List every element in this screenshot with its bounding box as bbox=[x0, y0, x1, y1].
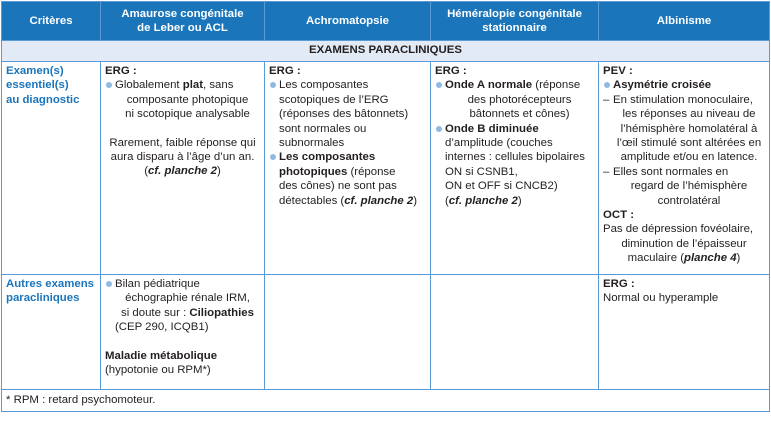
list-item: – Elles sont normales en regard de l’hémisphère controlatéral bbox=[603, 165, 748, 207]
cell-albinisme-autres: ERG : Normal ou hyperample bbox=[599, 275, 770, 390]
row-header-autres-examens: Autres examens paracliniques bbox=[2, 275, 101, 390]
table-row bbox=[2, 275, 770, 390]
bullet-icon bbox=[436, 126, 442, 132]
cell-hcs-autres bbox=[431, 275, 599, 390]
bullet-icon bbox=[604, 82, 610, 88]
bullet-icon bbox=[436, 82, 442, 88]
list-item: Les composantes photopiques (réponse des cônes) ne sont pas détectables (cf. planche 2) bbox=[269, 150, 426, 208]
cell-albinisme-pev: PEV : Asymétrie croisée – En stimulation monoculaire, les réponses au niveau de l’hémisphère homolatéral à l’œil stimulé sont altérées en amplitude et/ou en latence. – Elles sont normales en regard de l’hémisphère controlatéral OCT : Pas de dépression fovéolaire, diminution de l’épaisseur maculaire (planche 4) bbox=[599, 62, 770, 275]
table-row bbox=[2, 62, 770, 275]
header-hcs: Héméralopie congénitale stationnaire bbox=[431, 2, 599, 41]
cell-acl-autres: Bilan pédiatrique échographie rénale IRM, si doute sur : Ciliopathies (CEP 290, ICQB1) Maladie métabolique (hypotonie ou RPM*) bbox=[101, 275, 265, 390]
section-row bbox=[2, 41, 770, 62]
dash-icon: – bbox=[603, 165, 610, 178]
list-item: – En stimulation monoculaire, les réponses au niveau de l’hémisphère homolatéral à l’œil stimulé sont altérées en amplitude et/ou en latence. bbox=[603, 93, 762, 164]
cell-achromatopsie-autres bbox=[265, 275, 431, 390]
bullet-icon bbox=[106, 281, 112, 287]
list-item: Onde A normale (réponse des photorécepteurs bâtonnets et cônes) bbox=[435, 78, 594, 121]
bullet-icon bbox=[106, 82, 112, 88]
dash-icon: – bbox=[603, 93, 610, 106]
section-title: EXAMENS PARACLINIQUES bbox=[2, 41, 770, 62]
header-achromatopsie: Achromatopsie bbox=[265, 2, 431, 41]
header-criteres: Critères bbox=[2, 2, 101, 41]
cell-hcs-erg: ERG : Onde A normale (réponse des photorécepteurs bâtonnets et cônes) Onde B diminuée d’amplitude (couches internes : cellules bipolaires ON si CSNB1, ON et OFF si CNCB2) (cf. planche 2) bbox=[431, 62, 599, 275]
bullet-icon bbox=[270, 82, 276, 88]
header-albinisme: Albinisme bbox=[599, 2, 770, 41]
header-row bbox=[2, 2, 770, 41]
cell-achromatopsie-erg: ERG : Les composantes scotopiques de l’ERG (réponses des bâtonnets) sont normales ou subnormales Les composantes photopiques (réponse des cônes) ne sont pas détectables (cf. planche 2) bbox=[265, 62, 431, 275]
list-item: Bilan pédiatrique échographie rénale IRM, si doute sur : Ciliopathies (CEP 290, ICQB1) bbox=[105, 277, 260, 335]
cell-acl-erg: ERG : Globalement plat, sans composante photopique ni scotopique analysable Rarement, faible réponse qui aura disparu à l’âge d’un an. (cf. planche 2) bbox=[101, 62, 265, 275]
footnote-row bbox=[2, 390, 770, 412]
row-header-examens-essentiels: Examen(s) essentiel(s) au diagnostic bbox=[2, 62, 101, 275]
list-item: Les composantes scotopiques de l’ERG (réponses des bâtonnets) sont normales ou subnormales bbox=[269, 78, 426, 150]
bullet-icon bbox=[270, 154, 276, 160]
header-acl: Amaurose congénitale de Leber ou ACL bbox=[101, 2, 265, 41]
list-item: Onde B diminuée d’amplitude (couches internes : cellules bipolaires ON si CSNB1, ON et OFF si CNCB2) (cf. planche 2) bbox=[435, 122, 594, 208]
list-item: Globalement plat, sans composante photopique ni scotopique analysable bbox=[105, 78, 260, 121]
list-item: Asymétrie croisée bbox=[603, 78, 765, 92]
comparison-table bbox=[1, 1, 770, 412]
footnote: * RPM : retard psychomoteur. bbox=[2, 390, 770, 412]
